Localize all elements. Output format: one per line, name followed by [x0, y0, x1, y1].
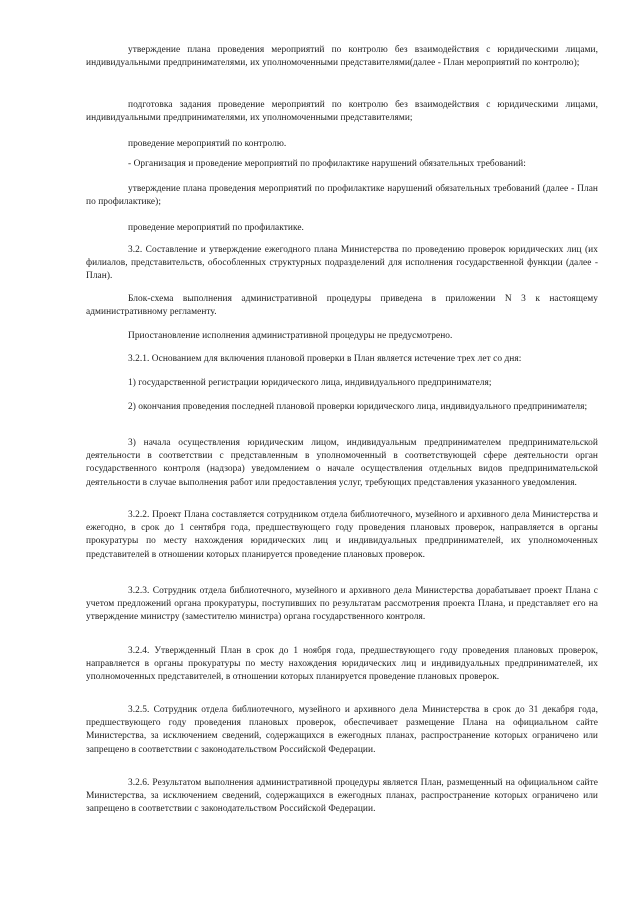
paragraph-prevention-organization: - Организация и проведение мероприятий по профилактике нарушений обязательных требований: [128, 159, 526, 169]
paragraph-section-3-2-1: 3.2.1. Основанием для включения плановой проверки в План является истечение трех лет со дня: [128, 354, 522, 364]
paragraph-section-3-2-3: 3.2.3. Сотрудник отдела библиотечного, музейного и архивного дела Министерства дорабатывает проект Плана с учетом предложений органа прокуратуры, поступивших по результатам рассмотрения проекта Плана, и представляет его на утверждение министру (заместителю министра) органа государственного контроля. [86, 586, 598, 623]
paragraph-section-3-2: 3.2. Составление и утверждение ежегодного плана Министерства по проведению проверок юридических лиц (их филиалов, представительств, обособленных структурных подразделений для исполнения государственной функции (далее - План). [86, 245, 598, 282]
paragraph-section-3-2-2: 3.2.2. Проект Плана составляется сотрудником отдела библиотечного, музейного и архивного дела Министерства и ежегодно, в срок до 1 сентября года, предшествующего году проведения плановых проверок, направляется в органы прокуратуры по месту нахождения юридических лиц и индивидуальных предпринимателей, их уполномоченных представителей в отношении которых планируется проведение плановых проверок. [86, 510, 598, 560]
paragraph-task-preparation: подготовка задания проведение мероприятий по контролю без взаимодействия с юридическими лицами, индивидуальными предпринимателями, их уполномоченными представителями; [86, 100, 598, 124]
paragraph-item-1: 1) государственной регистрации юридического лица, индивидуального предпринимателя; [128, 378, 492, 388]
paragraph-item-3: 3) начала осуществления юридическим лицом, индивидуальным предпринимателем предпринимательской деятельности в соответствии с представленным в уполномоченный в соответствующей сфере деятельности орган государственного контроля (надзора) уведомлением о начале осуществления отдельных видов предпринимательской деятельности в случае выполнения работ или предоставления услуг, требующих представления указанного уведомления. [86, 438, 598, 488]
paragraph-prevention-plan-approval: утверждение плана проведения мероприятий по профилактике нарушений обязательных требований (далее - План по профилактике); [86, 184, 598, 208]
paragraph-prevention-events: проведение мероприятий по профилактике. [128, 223, 304, 233]
paragraph-plan-control-approval: утверждение плана проведения мероприятий по контролю без взаимодействия с юридическими лицами, индивидуальными предпринимателями, их уполномоченными представителями(далее - План мероприятий по контролю); [86, 45, 598, 69]
paragraph-item-2: 2) окончания проведения последней плановой проверки юридического лица, индивидуального предпринимателя; [128, 402, 588, 412]
paragraph-section-3-2-5: 3.2.5. Сотрудник отдела библиотечного, музейного и архивного дела Министерства в срок до 31 декабря года, предшествующего году проведения плановых проверок, обеспечивает размещение Плана на официальном сайте Министерства, за исключением сведений, содержащихся в ежегодных планах, распространение которых ограничено или запрещено в соответствии с законодательством Российской Федерации. [86, 705, 598, 755]
paragraph-section-3-2-4: 3.2.4. Утвержденный План в срок до 1 ноября года, предшествующего году проведения плановых проверок, направляется в органы прокуратуры по месту нахождения юридических лиц и индивидуальных предпринимателей, их уполномоченных представителей, в отношении которых планируется проведение плановых проверок. [86, 646, 598, 683]
paragraph-block-scheme: Блок-схема выполнения административной процедуры приведена в приложении N 3 к настоящему административному регламенту. [86, 294, 598, 318]
paragraph-control-events: проведение мероприятий по контролю. [128, 139, 287, 149]
paragraph-suspension: Приостановление исполнения административной процедуры не предусмотрено. [128, 331, 453, 341]
paragraph-section-3-2-6: 3.2.6. Результатом выполнения административной процедуры является План, размещенный на официальном сайте Министерства, за исключением сведений, содержащихся в ежегодных планах, распространение которых ограничено или запрещено в соответствии с законодательством Российской Федерации. [86, 778, 598, 815]
